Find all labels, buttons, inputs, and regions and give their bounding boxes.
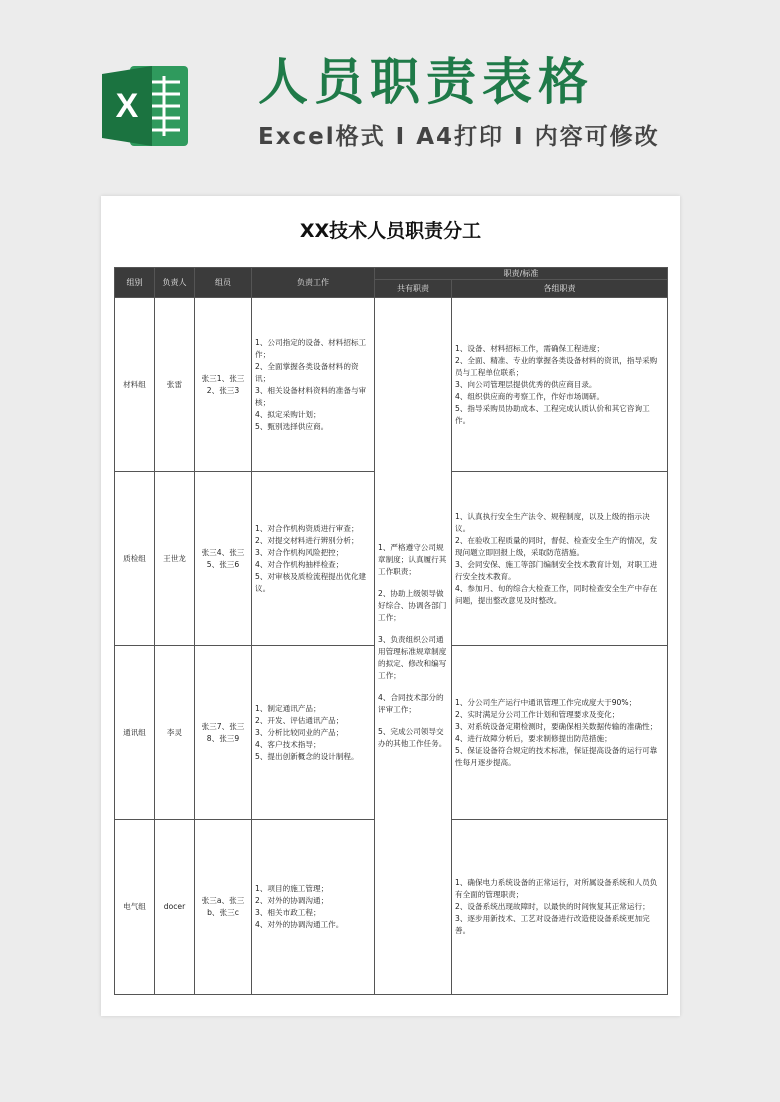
duty-table: [114, 267, 668, 995]
group-duty-cell: [452, 298, 668, 472]
work-item: 2、对提交材料进行辨别分析；: [255, 535, 359, 545]
duty-item: 2、设备系统出现故障时，以最快的时间恢复其正常运行；: [455, 902, 650, 911]
page-subtitle: Excel格式 I A4打印 I 内容可修改: [258, 124, 660, 150]
leader-cell: 李灵: [155, 646, 195, 820]
excel-logo-icon: [100, 60, 192, 152]
group-cell: 材料组: [115, 298, 155, 472]
work-item: 4、客户技术指导；: [255, 739, 321, 749]
svg-text:X: X: [115, 87, 139, 125]
shared-duty-cell: [375, 298, 452, 995]
work-cell: [252, 472, 375, 646]
leader-cell: 王世龙: [155, 472, 195, 646]
shared-duty-item: 4、合同技术部分的评审工作；: [378, 693, 444, 714]
duty-item: 1、认真执行安全生产法令、规程制度，以及上级的指示决议。: [455, 511, 650, 533]
page-title: 人员职责表格: [258, 53, 594, 111]
members-cell: 张三4、张三5、张三6: [195, 472, 252, 646]
header-leader: 负责人: [155, 268, 195, 298]
work-item: 1、制定通讯产品；: [255, 703, 321, 713]
header-duty-standard: 职责/标准: [375, 268, 668, 280]
duty-item: 4、组织供应商的考察工作，作好市场调研。: [455, 391, 605, 401]
shared-duty-item: 5、完成公司领导交办的其他工作任务。: [378, 727, 447, 748]
duty-item: 1、确保电力系统设备的正常运行，对所属设备系统和人员负有全面的管理职责；: [455, 878, 658, 899]
duty-item: 2、实时满足分公司工作计划和管理要求及变化；: [455, 709, 620, 719]
work-item: 2、全面掌握各类设备材料的资讯；: [255, 361, 359, 383]
work-cell: [252, 820, 375, 995]
work-item: 5、提出创新概念的设计制程。: [255, 751, 359, 761]
shared-duty-item: 3、负责组织公司通用管理标准规章制度的拟定、修改和编写工作；: [378, 635, 447, 680]
work-item: 3、分析比较同业的产品；: [255, 727, 344, 737]
work-item: 4、对合作机构抽样检查；: [255, 559, 344, 569]
work-item: 5、对审核及质检流程提出优化建议。: [255, 571, 367, 593]
members-cell: 张三1、张三2、张三3: [195, 298, 252, 472]
group-duty-cell: [452, 820, 668, 995]
group-cell: 质检组: [115, 472, 155, 646]
sheet-title: XX技术人员职责分工: [299, 220, 482, 242]
shared-duty-item: 1、严格遵守公司规章制度；认真履行其工作职责；: [378, 543, 447, 576]
header-group: 组别: [115, 268, 155, 298]
work-item: 1、公司指定的设备、材料招标工作；: [255, 337, 367, 359]
header-shared-duty: 共有职责: [375, 280, 452, 298]
work-item: 4、对外的协调沟通工作。: [255, 920, 344, 929]
duty-item: 5、指导采购员协助成本、工程完成认质认价和其它咨询工作。: [455, 403, 650, 425]
group-cell: 通讯组: [115, 646, 155, 820]
promo-header: [0, 0, 780, 190]
work-item: 4、拟定采购计划；: [255, 409, 321, 419]
work-item: 2、对外的协调沟通；: [255, 896, 329, 905]
leader-cell: 张雷: [155, 298, 195, 472]
duty-item: 4、参加月、旬的综合大检查工作，同时检查安全生产中存在问题，提出整改意见及时整改。: [455, 583, 658, 605]
work-cell: [252, 298, 375, 472]
members-cell: 张三7、张三8、张三9: [195, 646, 252, 820]
duty-item: 2、在验收工程质量的同时，督促、检查安全生产的情况，发现问题立即回报上级，采取防范措施。: [455, 535, 658, 557]
duty-item: 5、保证设备符合规定的技术标准，保证提高设备的运行可靠性每月逐步提高。: [455, 745, 658, 767]
work-item: 3、对合作机构风险把控；: [255, 547, 344, 557]
header-members: 组员: [195, 268, 252, 298]
work-item: 3、相关设备材料资料的准备与审核；: [255, 385, 367, 407]
work-item: 5、甄别选择供应商。: [255, 421, 329, 431]
group-duty-cell: [452, 646, 668, 820]
group-duty-cell: [452, 472, 668, 646]
duty-item: 3、向公司管理层提供优秀的供应商目录。: [455, 379, 597, 389]
duty-item: 3、逐步用新技术、工艺对设备进行改造使设备系统更加完善。: [455, 914, 650, 935]
table-row: [115, 298, 668, 472]
group-cell: 电气组: [115, 820, 155, 995]
duty-item: 3、对系统设备定期检测时，要确保相关数据传输的准确性；: [455, 721, 658, 731]
members-cell: 张三a、张三b、张三c: [195, 820, 252, 995]
shared-duty-item: 2、协助上级领导做好综合、协调各部门工作；: [378, 589, 447, 622]
duty-item: 2、全面、精准、专业的掌握各类设备材料的资讯，指导采购员与工程单位联系；: [455, 355, 658, 377]
leader-cell: docer: [155, 820, 195, 995]
duty-item: 4、进行故障分析后，要求制修提出防范措施；: [455, 733, 612, 743]
work-item: 2、开发、评估通讯产品；: [255, 715, 344, 725]
document-sheet: [101, 196, 680, 1016]
header-work: 负责工作: [252, 268, 375, 298]
duty-item: 3、会同安保、施工等部门编制安全技术教育计划，对职工进行安全技术教育。: [455, 559, 658, 581]
duty-item: 1、分公司生产运行中通讯管理工作完成度大于90%；: [455, 697, 637, 707]
work-cell: [252, 646, 375, 820]
work-item: 1、项目的施工管理；: [255, 884, 329, 893]
work-item: 1、对合作机构资质进行审查；: [255, 523, 359, 533]
work-item: 3、相关市政工程；: [255, 908, 321, 917]
header-group-duty: 各组职责: [452, 280, 668, 298]
duty-item: 1、设备、材料招标工作，需确保工程进度；: [455, 343, 605, 353]
